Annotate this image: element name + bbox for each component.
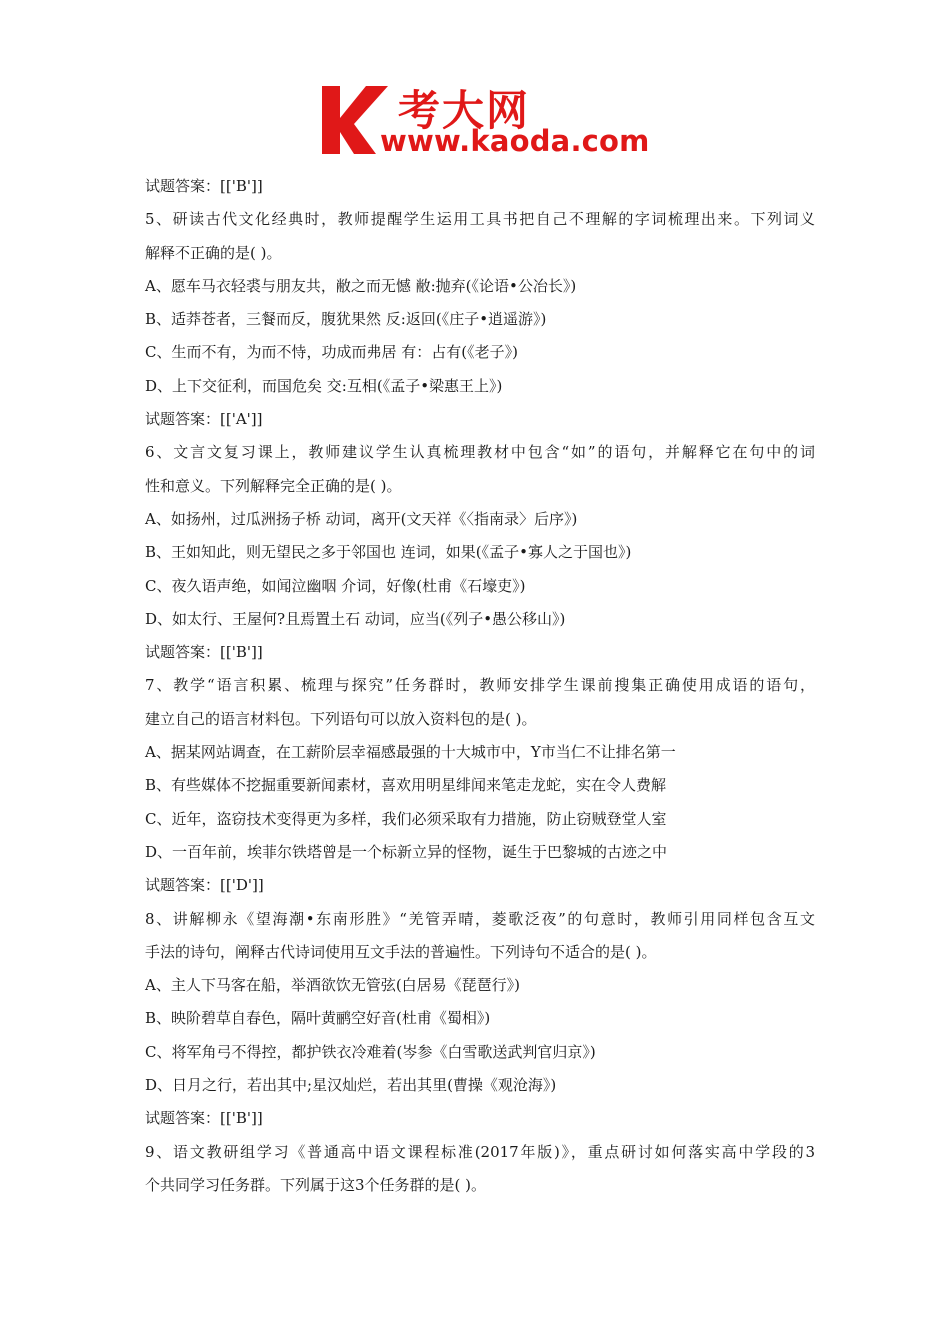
question-stem: 7、教学“语言积累、梳理与探究”任务群时，教师安排学生课前搜集正确使用成语的语句， — [145, 676, 815, 695]
option-line: A、愿车马衣轻裘与朋友共，敝之而无憾 敝:抛弃(《论语•公冶长》) — [145, 276, 577, 295]
question-stem: 6、文言文复习课上，教师建议学生认真梳理教材中包含“如”的语句，并解释它在句中的词 — [145, 443, 815, 462]
option-line: B、映阶碧草自春色，隔叶黄鹂空好音(杜甫《蜀相》) — [145, 1009, 491, 1028]
question-stem-continued: 建立自己的语言材料包。下列语句可以放入资料包的是( )。 — [145, 709, 537, 728]
option-line: D、日月之行，若出其中;星汉灿烂，若出其里(曹操《观沧海》) — [145, 1076, 557, 1095]
logo-url-text: www.kaoda.com — [380, 124, 650, 158]
question-stem: 9、语文教研组学习《普通高中语文课程标准(2017年版)》，重点研讨如何落实高中学段的3 — [145, 1142, 815, 1161]
kaoda-logo — [318, 84, 650, 164]
logo-chinese-text: 考大网 — [398, 86, 531, 135]
option-line: A、如扬州，过瓜洲扬子桥 动词，离开(文天祥《〈指南录〉后序》) — [145, 509, 578, 528]
option-line: C、近年，盗窃技术变得更为多样，我们必须采取有力措施，防止窃贼登堂人室 — [145, 809, 667, 828]
option-line: A、据某网站调查，在工薪阶层幸福感最强的十大城市中，Y市当仁不让排名第一 — [145, 743, 676, 762]
option-line: D、如太行、王屋何?且焉置土石 动词，应当(《列子•愚公移山》) — [145, 609, 566, 628]
answer-line: 试题答案：[['B']] — [145, 643, 263, 662]
option-line: B、有些媒体不挖掘重要新闻素材，喜欢用明星绯闻来笔走龙蛇，实在令人费解 — [145, 776, 667, 795]
option-line: C、夜久语声绝，如闻泣幽咽 介词，好像(杜甫《石壕吏》) — [145, 576, 526, 595]
question-stem-continued: 解释不正确的是( )。 — [145, 243, 282, 262]
option-line: C、将军角弓不得控，都护铁衣冷难着(岑参《白雪歌送武判官归京》) — [145, 1042, 596, 1061]
question-stem: 8、讲解柳永《望海潮•东南形胜》“羌管弄晴，菱歌泛夜”的句意时，教师引用同样包含互文 — [145, 909, 815, 928]
answer-line: 试题答案：[['B']] — [145, 1109, 263, 1128]
option-line: B、王如知此，则无望民之多于邻国也 连词，如果(《孟子•寡人之于国也》) — [145, 543, 632, 562]
question-stem-continued: 手法的诗句，阐释古代诗词使用互文手法的普遍性。下列诗句不适合的是( )。 — [145, 942, 657, 961]
question-stem: 5、研读古代文化经典时，教师提醒学生运用工具书把自己不理解的字词梳理出来。下列词义 — [145, 210, 815, 229]
option-line: D、上下交征利，而国危矣 交:互相(《孟子•梁惠王上》) — [145, 376, 503, 395]
option-line: A、主人下马客在船，举酒欲饮无管弦(白居易《琵琶行》) — [145, 976, 521, 995]
question-stem-continued: 性和意义。下列解释完全正确的是( )。 — [145, 476, 402, 495]
answer-line: 试题答案：[['A']] — [145, 410, 263, 429]
option-line: D、一百年前，埃菲尔铁塔曾是一个标新立异的怪物，诞生于巴黎城的古迹之中 — [145, 842, 668, 861]
option-line: C、生而不有，为而不恃，功成而弗居 有：占有(《老子》) — [145, 343, 518, 362]
answer-line: 试题答案：[['D']] — [145, 876, 264, 895]
option-line: B、适莽苍者，三餐而反，腹犹果然 反:返回(《庄子•逍遥游》) — [145, 310, 547, 329]
answer-line: 试题答案：[['B']] — [145, 177, 263, 195]
exam-content — [145, 170, 815, 1202]
question-stem-continued: 个共同学习任务群。下列属于这3个任务群的是( )。 — [145, 1175, 487, 1194]
